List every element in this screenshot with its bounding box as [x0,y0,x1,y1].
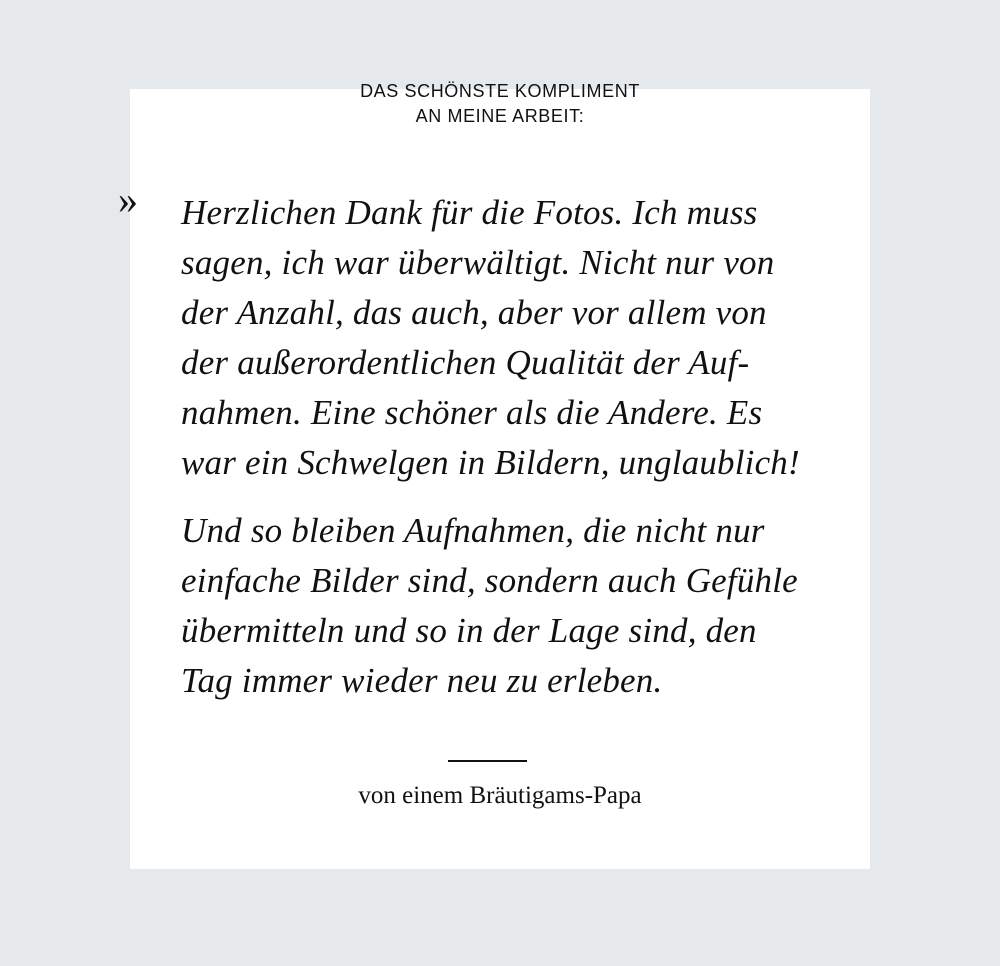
heading-line-2: AN MEINE ARBEIT: [415,106,585,126]
quote-line: der außerordentlichen Qualität der Auf- [181,343,750,382]
quote-mark-icon: » [118,177,138,222]
heading-line-1: DAS SCHÖNSTE KOMPLIMENT [360,81,640,101]
quote-attribution: von einem Bräutigams-Papa [358,782,642,809]
quote-paragraph-2 [181,506,831,706]
quote-line: nahmen. Eine schöner als die Andere. Es [181,393,763,432]
testimonial-quote [181,188,831,706]
quote-paragraph-1 [181,188,831,488]
quote-line: Herzlichen Dank für die Fotos. Ich muss [181,193,758,232]
quote-line: übermitteln und so in der Lage sind, den [181,611,757,650]
quote-line: war ein Schwelgen in Bildern, unglaublich! [181,443,800,482]
quote-line: sagen, ich war überwältigt. Nicht nur von [181,243,775,282]
quote-line: einfache Bilder sind, sondern auch Gefühle [181,561,798,600]
quote-line: Tag immer wieder neu zu erleben. [181,661,663,700]
quote-line: Und so bleiben Aufnahmen, die nicht nur [181,511,765,550]
divider-line [448,760,527,762]
section-heading [290,79,710,129]
quote-line: der Anzahl, das auch, aber vor allem von [181,293,767,332]
